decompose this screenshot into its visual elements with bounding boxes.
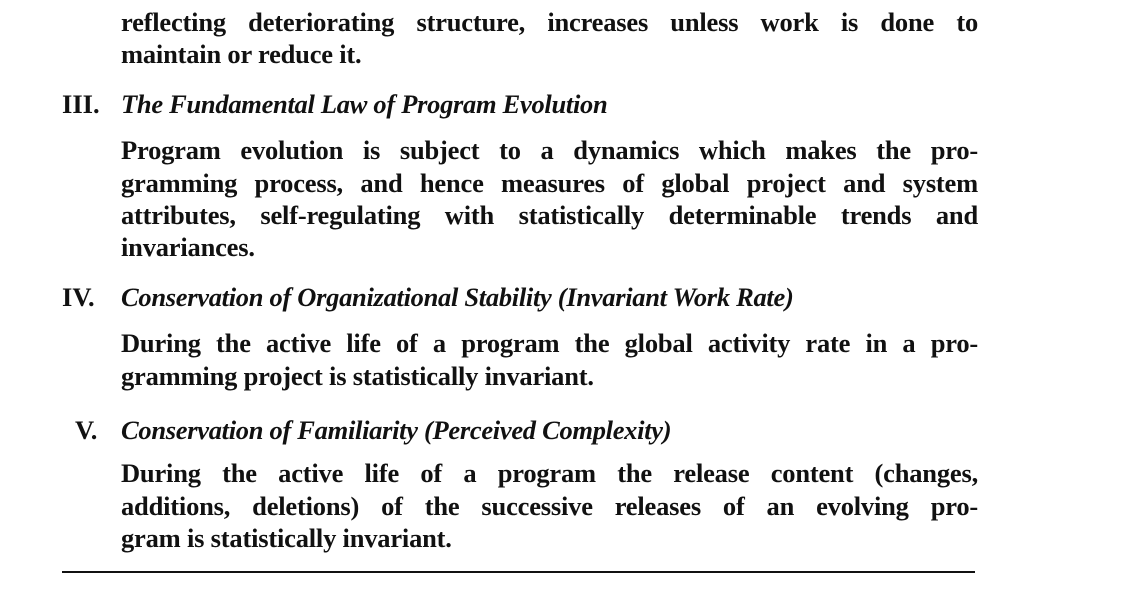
law-text-line: Program evolution is subject to a dynamics which makes the pro- — [121, 135, 978, 165]
law-text-line: gram is statistically invariant. — [121, 523, 452, 553]
law-text-line: attributes, self-regulating with statistically determinable trends and — [121, 200, 978, 230]
intro-line: reflecting deteriorating structure, increases unless work is done to — [121, 7, 978, 37]
law-heading-3 — [62, 88, 608, 120]
law-numeral: IV. — [62, 282, 95, 312]
intro-line: maintain or reduce it. — [121, 39, 362, 69]
law-text-line: additions, deletions) of the successive releases of an evolving pro- — [121, 491, 978, 521]
law-heading-5 — [75, 414, 672, 446]
section-divider — [62, 571, 975, 573]
law-text-line: gramming project is statistically invariant. — [121, 361, 594, 391]
law-title: The Fundamental Law of Program Evolution — [121, 89, 608, 119]
law-text-line: During the active life of a program the global activity rate in a pro- — [121, 328, 978, 358]
law-numeral: V. — [75, 415, 98, 445]
law-title: Conservation of Organizational Stability (Invariant Work Rate) — [121, 282, 794, 312]
law-text-line: During the active life of a program the release content (changes, — [121, 458, 978, 488]
law-numeral: III. — [62, 89, 100, 119]
law-text-line: invariances. — [121, 232, 255, 262]
law-heading-4 — [62, 281, 794, 313]
law-title: Conservation of Familiarity (Perceived Complexity) — [121, 415, 672, 445]
law-text-line: gramming process, and hence measures of global project and system — [121, 168, 978, 198]
